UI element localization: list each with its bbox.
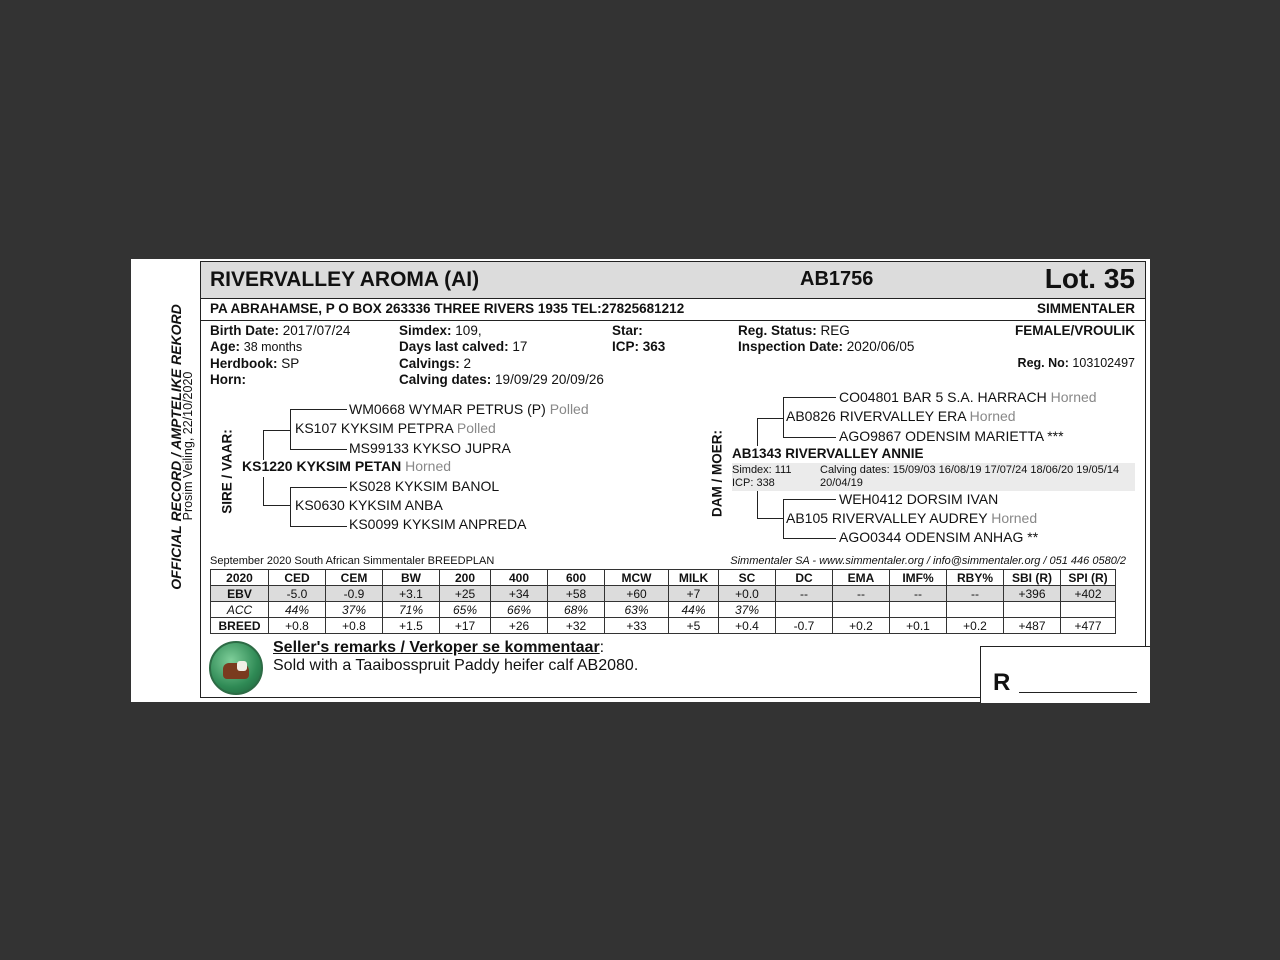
ebv-table xyxy=(210,569,1116,634)
sire-dam-sire: KS028 KYKSIM BANOL xyxy=(349,478,500,494)
breedplan-label: September 2020 South African Simmentaler BREEDPLAN xyxy=(210,555,495,567)
sire-sire: KS107 KYKSIM PETPRA Polled xyxy=(295,420,496,436)
dam-sire-dam: AGO9867 ODENSIM MARIETTA *** xyxy=(839,428,1064,444)
sire-name: KS1220 KYKSIM PETAN Horned xyxy=(242,458,452,474)
star: Star: xyxy=(612,323,643,338)
horn: Horn: xyxy=(210,372,246,387)
sire-side-label: SIRE / VAAR: xyxy=(219,429,235,514)
reg-number: Reg. No: 103102497 xyxy=(1017,356,1135,370)
herdbook: Herdbook: SP xyxy=(210,356,300,371)
breed-label: SIMMENTALER xyxy=(1037,301,1135,316)
birth-date: Birth Date: 2017/07/24 xyxy=(210,323,351,338)
official-record-label: OFFICIAL RECORD / AMPTELIKE REKORD xyxy=(168,304,184,590)
dam-dam: AB105 RIVERVALLEY AUDREY Horned xyxy=(786,510,1038,526)
dam-dam-sire: WEH0412 DORSIM IVAN xyxy=(839,491,999,507)
acc-row: ACC 44% 37% 71% 65% 66% 68% 63% 44% 37% xyxy=(211,602,1116,618)
dam-side-label: DAM / MOER: xyxy=(709,430,725,517)
inspection-date: Inspection Date: 2020/06/05 xyxy=(738,339,915,354)
calving-dates: Calving dates: 19/09/29 20/09/26 xyxy=(399,372,604,387)
remarks-text: Sold with a Taaibosspruit Paddy heifer calf AB2080. xyxy=(273,657,639,674)
dam-dam-dam: AGO0344 ODENSIM ANHAG ** xyxy=(839,529,1039,545)
sire-sire-dam: MS99133 KYKSO JUPRA xyxy=(349,440,511,456)
ebv-row: EBV -5.0 -0.9 +3.1 +25 +34 +58 +60 +7 +0.0 -- -- -- -- +396 +402 xyxy=(211,586,1116,602)
sex-label: FEMALE/VROULIK xyxy=(1015,323,1135,338)
price-box[interactable] xyxy=(980,646,1150,703)
icp: ICP: 363 xyxy=(612,339,666,354)
owner-row xyxy=(201,298,1145,321)
sire-dam-dam: KS0099 KYKSIM ANPREDA xyxy=(349,516,527,532)
header-bar xyxy=(201,262,1145,299)
dam-details: Simdex: 111 ICP: 338 Calving dates: 15/09/03 16/08/19 17/07/24 18/06/20 19/05/14 20/04/19 xyxy=(732,463,1135,491)
society-logo-icon xyxy=(209,641,263,695)
dam-sire: AB0826 RIVERVALLEY ERA Horned xyxy=(786,408,1016,424)
ebv-header-row: 2020 CED CEM BW 200 400 600 MCW MILK SC DC EMA IMF% RBY% SBI (R) SPI (R) xyxy=(211,570,1116,586)
price-line xyxy=(1019,692,1137,693)
lot-number: Lot. 35 xyxy=(1044,263,1135,294)
calvings: Calvings: 2 xyxy=(399,356,472,371)
dam-name: AB1343 RIVERVALLEY ANNIE xyxy=(732,446,924,461)
record-frame xyxy=(200,261,1146,698)
society-contact: Simmentaler SA - www.simmentaler.org / info@simmentaler.org / 051 446 0580/2 xyxy=(730,555,1126,567)
rand-symbol: R xyxy=(993,669,1011,696)
sire-sire-sire: WM0668 WYMAR PETRUS (P) Polled xyxy=(349,401,589,417)
lot-card xyxy=(131,259,1150,702)
days-last-calved: Days last calved: 17 xyxy=(399,339,528,354)
sire-dam: KS0630 KYKSIM ANBA xyxy=(295,497,443,513)
side-strip xyxy=(131,259,201,702)
animal-name: RIVERVALLEY AROMA (AI) xyxy=(210,268,480,291)
breed-row: BREED +0.8 +0.8 +1.5 +17 +26 +32 +33 +5 +0.4 -0.7 +0.2 +0.1 +0.2 +487 +477 xyxy=(211,618,1116,634)
owner-address: PA ABRAHAMSE, P O BOX 263336 THREE RIVERS 1935 TEL:27825681212 xyxy=(210,301,685,316)
remarks-title: Seller's remarks / Verkoper se kommentaar: xyxy=(273,639,605,656)
sale-label: Prosim Veiling, 22/10/2020 xyxy=(181,371,195,521)
age: Age: 38 months xyxy=(210,339,303,354)
animal-code: AB1756 xyxy=(800,268,874,290)
reg-status: Reg. Status: REG xyxy=(738,323,850,338)
dam-sire-sire: CO04801 BAR 5 S.A. HARRACH Horned xyxy=(839,389,1097,405)
simdex: Simdex: 109, xyxy=(399,323,482,338)
